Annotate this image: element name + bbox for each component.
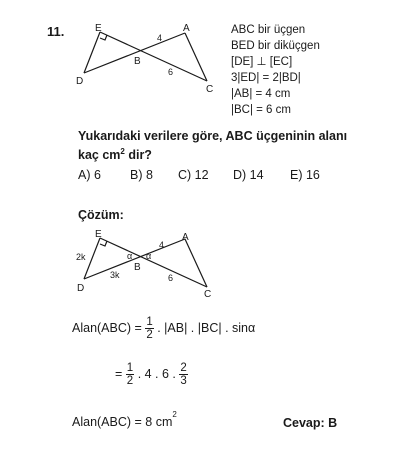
label-d: D bbox=[77, 283, 85, 294]
angle-alpha-left: α bbox=[127, 251, 133, 261]
given-line-3: [DE] ⊥ [EC] bbox=[231, 56, 293, 68]
label-d: D bbox=[76, 76, 84, 87]
segment-dc bbox=[84, 73, 207, 81]
given-line-5: |AB| = 4 cm bbox=[231, 88, 291, 100]
label-c: C bbox=[206, 84, 214, 94]
given-line-6: |BC| = 6 cm bbox=[231, 104, 291, 116]
label-b: B bbox=[134, 56, 141, 67]
label-a: A bbox=[182, 232, 189, 243]
label-e: E bbox=[95, 23, 102, 34]
fraction-two-thirds: $\frac{2}{3}$ bbox=[180, 362, 187, 387]
answer-label: Cevap: B bbox=[283, 416, 338, 430]
label-a: A bbox=[183, 23, 190, 34]
fraction-one-half-2: $\frac{1}{2}$ bbox=[126, 362, 134, 387]
label-bd-length: 3k bbox=[110, 270, 120, 280]
label-bc-length: 6 bbox=[168, 273, 174, 283]
right-angle-mark bbox=[100, 35, 107, 40]
triangle-figure-1 bbox=[70, 22, 220, 94]
segment-ac bbox=[185, 33, 207, 81]
label-ab-length: 4 bbox=[157, 33, 163, 43]
fraction-one-half: $\frac{1}{2}$ bbox=[146, 316, 153, 341]
prompt-line-2: kaç $cm^2$ dir? bbox=[78, 147, 152, 163]
given-line-4: 3|ED| = 2|BD| bbox=[231, 72, 301, 84]
label-b: B bbox=[134, 262, 141, 273]
right-angle-mark bbox=[100, 241, 107, 246]
segment-ec bbox=[100, 32, 207, 81]
label-ed-length: 2k bbox=[76, 252, 86, 262]
label-c: C bbox=[204, 289, 212, 300]
segment-ed bbox=[84, 238, 100, 279]
prompt-line-1: Yukarıdaki verilere göre, ABC üçgeninin alanı bbox=[78, 129, 348, 143]
given-line-1: ABC bir üçgen bbox=[231, 24, 306, 36]
option-e[interactable]: E) 16 bbox=[290, 168, 320, 182]
triangle-figure-2 bbox=[70, 228, 220, 300]
solution-heading: Çözüm: bbox=[78, 208, 124, 222]
given-line-2: BED bir diküçgen bbox=[231, 40, 320, 52]
formula-line-2: = $\frac{1}{2}$ . 4 . 6 . $\frac{2}{3}$ bbox=[115, 362, 187, 387]
label-ab-length: 4 bbox=[159, 240, 165, 250]
option-c[interactable]: C) 12 bbox=[178, 168, 209, 182]
formula-lhs: Alan(ABC) = bbox=[72, 320, 142, 335]
angle-alpha-right: α bbox=[146, 251, 152, 261]
label-e: E bbox=[95, 229, 102, 240]
question-prompt bbox=[78, 128, 347, 163]
segment-ed bbox=[84, 32, 100, 73]
option-a[interactable]: A) 6 bbox=[78, 168, 101, 182]
option-d[interactable]: D) 14 bbox=[233, 168, 264, 182]
formula-rhs: . |AB| . |BC| . sinα bbox=[157, 320, 256, 335]
label-bc-length: 6 bbox=[168, 67, 174, 77]
option-b[interactable]: B) 8 bbox=[130, 168, 153, 182]
segment-ac bbox=[185, 239, 207, 287]
question-number: 11. bbox=[47, 24, 65, 39]
formula-result: Alan(ABC) = 8 $cm^2$ bbox=[72, 410, 177, 429]
formula-line-1 bbox=[72, 316, 255, 341]
